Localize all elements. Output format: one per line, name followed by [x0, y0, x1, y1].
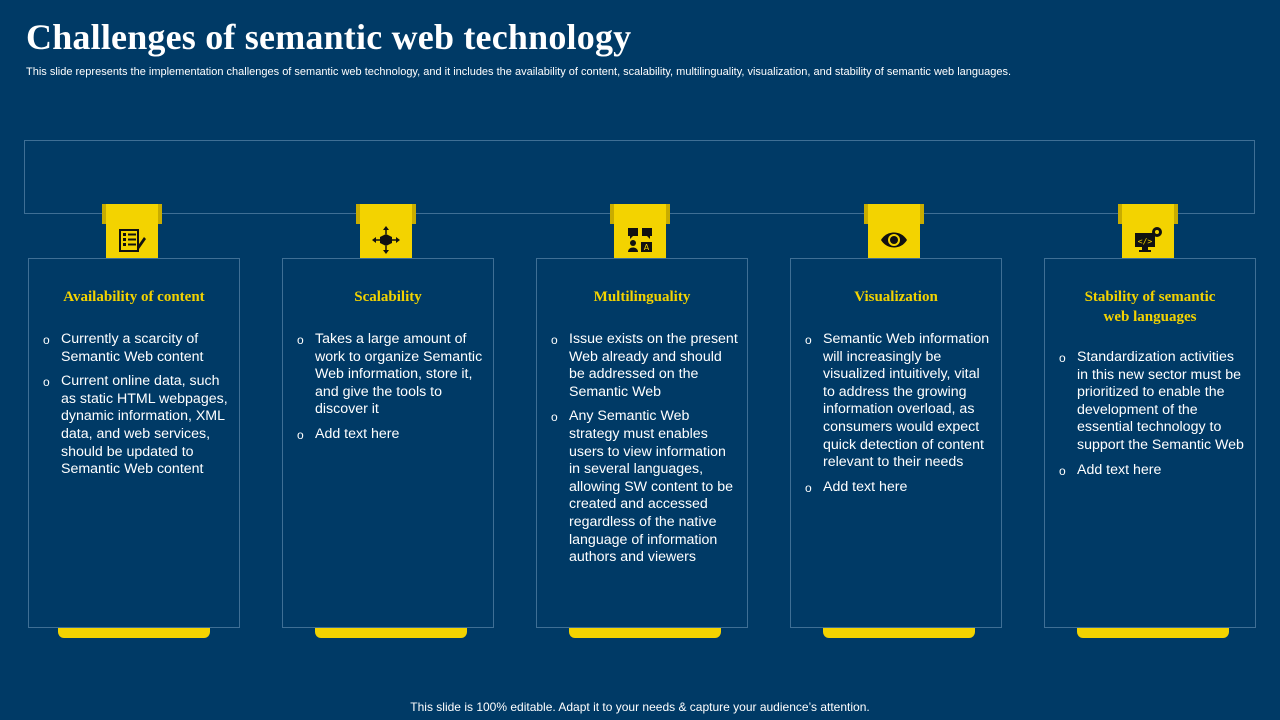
bullet-list — [791, 331, 1001, 496]
tab-cap — [610, 204, 670, 224]
tab-icon-holder — [360, 222, 412, 258]
bullet-item: o Semantic Web information will increasingly be visualized intuitively, vital to address the growing information overload, as consumers would expect quick detection of content relevant to their needs — [805, 331, 993, 472]
card-title: Multilinguality — [593, 289, 691, 305]
bullet-item: o Takes a large amount of work to organize Semantic Web information, store it, and give the tools to discover it — [297, 331, 485, 419]
svg-text:A: A — [643, 243, 650, 252]
tab-cap — [102, 204, 162, 224]
bullet-list — [283, 331, 493, 444]
tab-cap — [864, 204, 924, 224]
tab-icon-holder — [868, 222, 920, 258]
svg-text:</>: </> — [1137, 237, 1153, 246]
code-monitor-gear-icon — [1133, 225, 1163, 255]
card-foot — [569, 628, 721, 638]
card-foot — [315, 628, 467, 638]
bullet-list — [537, 331, 747, 567]
challenge-card-scalability — [282, 258, 494, 628]
card-foot — [1077, 628, 1229, 638]
bullet-item: o Standardization activities in this new sector must be prioritized to enable the development of the essential technology to support the Semantic Web — [1059, 349, 1247, 455]
slide-title: Challenges of semantic web technology — [26, 17, 632, 57]
tab-icon-holder — [1122, 222, 1174, 258]
bullet-item: o Add text here — [1059, 462, 1247, 480]
challenge-card-availability — [28, 258, 240, 628]
card-foot — [823, 628, 975, 638]
tab-icon-holder — [614, 222, 666, 258]
slide-subtitle: This slide represents the implementation challenges of semantic web technology, and it includes the availability of content, scalability, multilinguality, visualization, and stability of semantic web languages. — [26, 66, 1012, 78]
tab-icon-holder — [106, 222, 158, 258]
bullet-item: o Current online data, such as static HTML webpages, dynamic information, XML data, and web services, should be updated to Semantic Web content — [43, 373, 231, 479]
bullet-list — [1045, 349, 1255, 479]
challenge-card-multilinguality — [536, 258, 748, 628]
cube-arrows-icon — [371, 225, 401, 255]
bullet-item: o Add text here — [805, 479, 993, 497]
bullet-item: o Currently a scarcity of Semantic Web content — [43, 331, 231, 366]
eye-icon — [879, 225, 909, 255]
card-title: Stability of semantic web languages — [1084, 289, 1216, 325]
card-title: Availability of content — [63, 289, 205, 305]
challenge-card-stability — [1044, 258, 1256, 628]
bullet-item: o Issue exists on the present Web already and should be addressed on the Semantic Web — [551, 331, 739, 401]
bullet-item: o Add text here — [297, 426, 485, 444]
tab-cap — [1118, 204, 1178, 224]
bullet-item: o Any Semantic Web strategy must enables users to view information in several languages, allowing SW content to be created and accessed regardless of the native language of information authors and viewers — [551, 408, 739, 566]
footer-note: This slide is 100% editable. Adapt it to your needs & capture your audience’s attention. — [410, 700, 870, 714]
card-title: Visualization — [854, 289, 938, 305]
tab-cap — [356, 204, 416, 224]
challenge-card-visualization — [790, 258, 1002, 628]
checklist-icon — [117, 225, 147, 255]
connector-frame — [24, 140, 1255, 214]
bullet-list — [29, 331, 239, 479]
card-title: Scalability — [354, 289, 422, 305]
translation-people-icon — [625, 225, 655, 255]
card-foot — [58, 628, 210, 638]
